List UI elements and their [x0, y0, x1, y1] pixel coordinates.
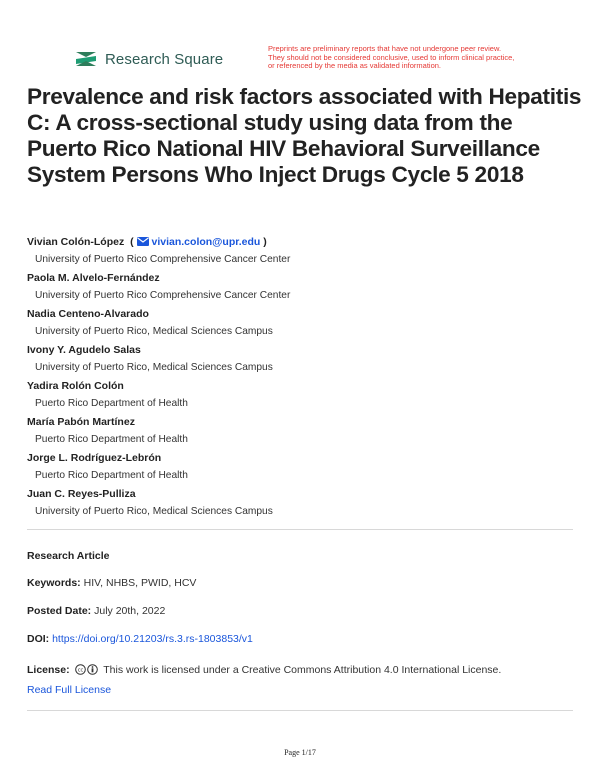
keywords-row [27, 577, 577, 589]
author-entry [27, 377, 587, 413]
author-affiliation: University of Puerto Rico, Medical Sciences Campus [35, 326, 273, 337]
email-open-paren: ( [127, 236, 134, 248]
creative-commons-icon [75, 664, 99, 675]
doi-row [27, 633, 577, 645]
preprint-notice-line: or referenced by the media as validated information. [268, 61, 442, 70]
article-type-label: Research Article [27, 550, 110, 562]
author-entry [27, 413, 587, 449]
license-row [27, 661, 577, 699]
license-label: License: [27, 664, 70, 676]
article-type [27, 550, 577, 562]
keywords-label: Keywords: [27, 577, 81, 589]
doi-link[interactable]: https://doi.org/10.21203/rs.3.rs-1803853/v1 [52, 633, 253, 645]
author-entry [27, 233, 587, 269]
envelope-icon [137, 237, 149, 246]
posted-date-value: July 20th, 2022 [94, 605, 166, 617]
section-divider [27, 529, 573, 530]
author-name: María Pabón Martínez [27, 416, 135, 428]
preprint-notice-line: Preprints are preliminary reports that have not undergone peer review. [268, 44, 502, 53]
author-name: Juan C. Reyes-Pulliza [27, 488, 136, 500]
author-affiliation: Puerto Rico Department of Health [35, 398, 188, 409]
author-affiliation: Puerto Rico Department of Health [35, 470, 188, 481]
research-square-logo[interactable] [73, 46, 223, 72]
keywords-value: HIV, NHBS, PWID, HCV [83, 577, 197, 589]
author-name: Ivony Y. Agudelo Salas [27, 344, 141, 356]
preprint-notice-line: They should not be considered conclusive, used to inform clinical practice, [268, 52, 515, 62]
author-entry [27, 305, 587, 341]
section-divider [27, 710, 573, 711]
author-email-link[interactable] [137, 236, 264, 248]
author-affiliation: University of Puerto Rico Comprehensive Cancer Center [35, 254, 291, 265]
author-name: Jorge L. Rodríguez-Lebrón [27, 452, 162, 464]
posted-date-row [27, 605, 577, 617]
author-entry [27, 485, 587, 521]
doi-label: DOI: [27, 633, 50, 645]
author-list [27, 233, 587, 521]
author-affiliation: University of Puerto Rico Comprehensive Cancer Center [35, 290, 291, 301]
posted-date-label: Posted Date: [27, 605, 92, 617]
paper-title: Prevalence and risk factors associated with Hepatitis C: A cross-sectional study using data from the Puerto Rico National HIV Behavioral Surveillance System Persons Who Inject Drugs Cycle 5 2018 [27, 84, 582, 187]
author-entry [27, 449, 587, 485]
email-close-paren: ) [263, 236, 267, 248]
author-name: Vivian Colón-López [27, 236, 125, 248]
license-text: This work is licensed under a Creative Commons Attribution 4.0 International License. [103, 664, 502, 676]
cc-license-icons [75, 663, 99, 681]
author-name: Nadia Centeno-Alvarado [27, 308, 149, 320]
author-name: Yadira Rolón Colón [27, 380, 124, 392]
author-entry [27, 269, 587, 305]
read-full-license-link[interactable]: Read Full License [27, 684, 112, 696]
svg-text:cc: cc [77, 667, 83, 674]
author-name: Paola M. Alvelo-Fernández [27, 272, 160, 284]
preprint-notice [268, 45, 588, 71]
author-affiliation: Puerto Rico Department of Health [35, 434, 188, 445]
author-entry [27, 341, 587, 377]
author-affiliation: University of Puerto Rico, Medical Sciences Campus [35, 362, 273, 373]
author-affiliation: University of Puerto Rico, Medical Sciences Campus [35, 506, 273, 517]
research-square-logo-icon [73, 46, 99, 72]
logo-text: Research Square [105, 50, 224, 68]
page-number: Page 1/17 [284, 748, 316, 757]
author-email: vivian.colon@upr.edu [151, 236, 261, 248]
